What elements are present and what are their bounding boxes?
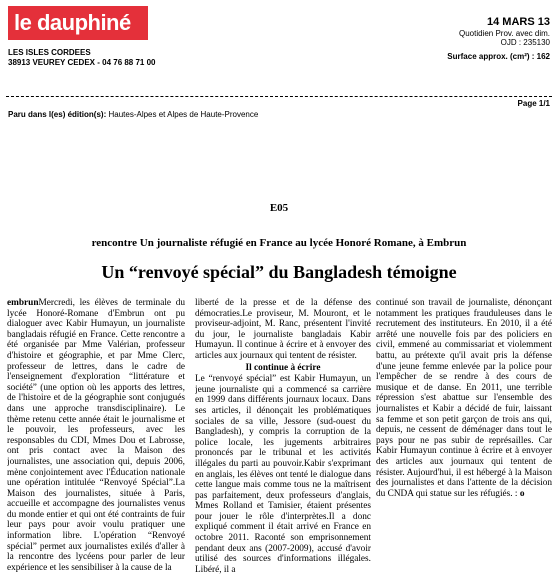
column-3-text: continué son travail de journaliste, dénonçant notamment les pratiques frauduleuses dans le recrutement des instituteurs. En 2010, il a été arrêté une nouvelle fois par des policiers en civil, emmené au commissariat et violemment battu, au prétexte qu'il avait pris la défense d'une jeune femme enlevée par la police pour l'empêcher de se rendre à des cours de musique et de danse. En 2011, une terrible répression s'est abattue sur l'ensemble des journalistes et Kabir a décidé de fuir, laissant sa femme et son petit garçon de trois ans qui, depuis, ne cessent de déménager dans tout le pays pour ne pas subir de représailles. Car Kabir Humayun continue à écrire et à envoyer des articles aux journaux qui tentent de résister. Aujourd'hui, il est hébergé à la Maison des journalistes et dans l'attente de la décision du CNDA qui statue sur les réfugiés. :: [376, 298, 552, 499]
publication-date: 14 MARS 13: [487, 16, 550, 28]
lead-word: embrun: [7, 298, 39, 308]
article-column-3: [376, 298, 552, 582]
logo-text: le dauphiné: [14, 10, 131, 35]
article-column-2: [195, 298, 371, 582]
edition-label: Paru dans l(es) édition(s):: [8, 110, 107, 119]
header-divider: [6, 96, 552, 97]
end-mark: o: [519, 488, 525, 499]
column-2-text-b: Le “renvoyé spécial” est Kabir Humayun, un jeune journaliste qui a commencé sa carrière en 1999 dans différents journaux locaux. Dans ses articles, il dénonçait les problématiques sociales de sa ville, Jessore (sud-ouest du Bangladesh), y compris la corruption de la police locale, les jugements arbitraires prononcés par le tribunal et les activités illégales du parti au pouvoir.Kabir s'exprimant en anglais, les élèves ont tenté le dialogue dans cette langue mais comme tous ne la maîtrisent pas parfaitement, deux professeurs d'anglais, Mmes Rolland et Tamisier, étaient présentes pour jouer le rôle d'interprètes.Il a donc expliqué comment il était arrivé en France en octobre 2011. Raconté son emprisonnement pendant deux ans (2007-2009), accusé d'avoir utilisé des sources d'informations illégales. Libéré, il a: [195, 374, 371, 575]
article-title: Un “renvoyé spécial” du Bangladesh témoigne: [101, 262, 457, 282]
page-number: Page 1/1: [517, 99, 550, 108]
surface-area: Surface approx. (cm²) : 162: [447, 52, 550, 61]
org-address: 38913 VEUREY CEDEX - 04 76 88 71 00: [8, 58, 156, 67]
ojd-count: OJD : 235130: [500, 38, 550, 47]
column-1-text: Mercredi, les élèves de terminale du lycée Honoré-Romane d'Embrun ont pu dialoguer avec Kabir Humayun, un journaliste bangladais réfugié en France. Cette rencontre a été organisée par Mme Valérian, professeur d'histoire et géographie, et par Mme Clerc, professeur de lettres, dans le cadre de l'enseignement d'exploration “littérature et société” (une option où les apports des lettres, de l'histoire et de la géographie sont conjugués dans une approche transdisciplinaire). Le thème retenu cette année était le journalisme et le pouvoir, les professeurs, avec les responsables du CDI, Mmes Dou et Labrosse, ont pris contact avec la Maison des journalistes, une association qui, depuis 2006, mène conjointement avec l'Éducation nationale une opération intitulée “Renvoyé Spécial”.La Maison des journalistes, située à Paris, accueille et accompagne des journalistes venus du monde entier et qui ont été contraints de fuir leur pays pour avoir voulu pratiquer une information libre. L'opération “Renvoyé spécial” permet aux journalistes exilés d'aller à la rencontre des lycéens pour parler de leur expérience et les sensibiliser à la cause de la: [7, 298, 185, 573]
newspaper-logo: [8, 6, 148, 40]
org-name: LES ISLES CORDEES: [8, 48, 91, 57]
frequency: Quotidien Prov. avec dim.: [458, 29, 550, 38]
article-code: E05: [269, 202, 289, 214]
edition-info: [8, 110, 258, 119]
article-column-1: [7, 298, 185, 582]
subheading: Il continue à écrire: [245, 362, 321, 373]
edition-value: Hautes-Alpes et Alpes de Haute-Provence: [108, 110, 259, 119]
article-kicker: rencontre Un journaliste réfugié en France au lycée Honoré Romane, à Embrun: [91, 237, 467, 249]
column-2-text-a: liberté de la presse et de la défense des démocraties.Le proviseur, M. Mouront, et le proviseur-adjoint, M. Ranc, présentent l'invité du jour, le journaliste bangladais Kabir Humayun. Il continue à écrire et à envoyer des articles aux journaux qui tentent de résister.: [195, 298, 371, 361]
